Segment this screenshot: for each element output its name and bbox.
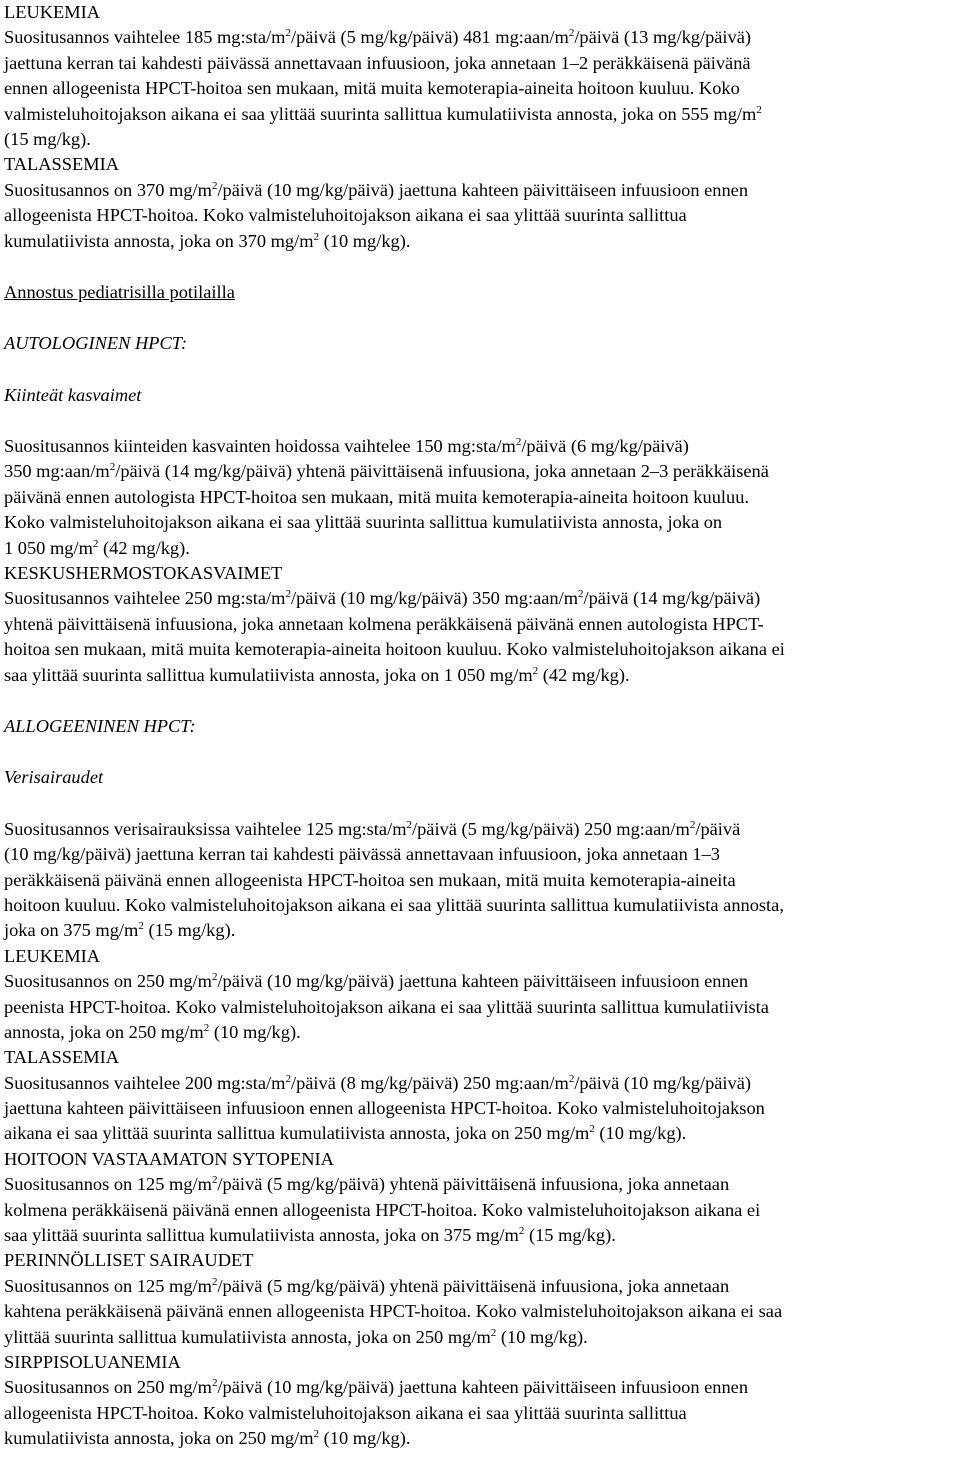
text-line: saa ylittää suurinta sallittua kumulatiivista annosta, joka on 375 $mg/m^2$ (15 mg/kg). (4, 1225, 616, 1246)
text-line: valmisteluhoitojakson aikana ei saa ylittää suurinta sallittua kumulatiivista annosta, joka on 555 $mg/m^2$ (4, 103, 762, 124)
text-line: PERINNÖLLISET SAIRAUDET (4, 1250, 254, 1271)
text-line: SIRPPISOLUANEMIA (4, 1351, 181, 1372)
text-line: (15 mg/kg). (4, 128, 91, 149)
text-line: jaettuna kerran tai kahdesti päivässä annettavaan infuusioon, joka annetaan 1–2 peräkkäisenä päivänä (4, 52, 751, 73)
text-line: peenista HPCT-hoitoa. Koko valmisteluhoitojakson aikana ei saa ylittää suurinta sallittua kumulatiivista (4, 996, 769, 1017)
text-line: KESKUSHERMOSTOKASVAIMET (4, 563, 283, 584)
text-line: Suositusannos on 125 $mg/m^2$/päivä (5 mg/kg/päivä) yhtenä päivittäisenä infuusiona, joka annetaan (4, 1275, 730, 1296)
text-line: ylittää suurinta sallittua kumulatiivista annosta, joka on 250 $mg/m^2$ (10 mg/kg). (4, 1326, 588, 1347)
text-line: TALASSEMIA (4, 154, 120, 175)
text-line: ALLOGEENINEN HPCT: (4, 715, 196, 736)
text-line: 350 $mg:aan/m^2$/päivä (14 mg/kg/päivä) yhtenä päivittäisenä infuusiona, joka annetaan 2–3 peräkkäisenä (4, 461, 769, 482)
text-line: LEUKEMIA (4, 2, 101, 22)
text-line: hoitoon kuuluu. Koko valmisteluhoitojakson aikana ei saa ylittää suurinta sallittua kumulatiivista annosta, (4, 894, 784, 915)
text-line: HOITOON VASTAAMATON SYTOPENIA (4, 1148, 334, 1169)
text-line: Suositusannos vaihtelee 185 $mg:sta/m^2$/päivä (5 mg/kg/päivä) 481 $mg:aan/m^2$/päivä (13 mg/kg/päivä) (4, 27, 752, 48)
text-line: Koko valmisteluhoitojakson aikana ei saa ylittää suurinta sallittua kumulatiivista annosta, joka on (4, 512, 723, 533)
text-line: Suositusannos vaihtelee 200 $mg:sta/m^2$/päivä (8 mg/kg/päivä) 250 $mg:aan/m^2$/päivä (10 mg/kg/päivä) (4, 1072, 752, 1093)
text-line: LEUKEMIA (4, 945, 101, 966)
text-line: kolmena peräkkäisenä päivänä ennen allogeenista HPCT-hoitoa. Koko valmisteluhoitojakson aikana ei (4, 1199, 761, 1220)
text-line: jaettuna kahteen päivittäiseen infuusioon ennen allogeenista HPCT-hoitoa. Koko valmisteluhoitojakson (4, 1098, 765, 1119)
text-line: kumulatiivista annosta, joka on 370 $mg/m^2$ (10 mg/kg). (4, 230, 411, 251)
paragraph-gap (4, 254, 960, 280)
text-line: kumulatiivista annosta, joka on 250 $mg/m^2$ (10 mg/kg). (4, 1428, 411, 1449)
paragraph-gap (4, 688, 960, 714)
paragraph-gap (4, 357, 960, 383)
text-line: Suositusannos on 250 $mg/m^2$/päivä (10 mg/kg/päivä) jaettuna kahteen päivittäiseen infuusioon ennen (4, 1377, 749, 1398)
text-line: allogeenista HPCT-hoitoa. Koko valmisteluhoitojakson aikana ei saa ylittää suurinta sallittua (4, 1402, 687, 1423)
paragraph-gap (4, 305, 960, 331)
text-line: Suositusannos on 370 $mg/m^2$/päivä (10 mg/kg/päivä) jaettuna kahteen päivittäiseen infuusioon ennen (4, 179, 749, 200)
text-line: yhtenä päivittäisenä infuusiona, joka annetaan kolmena peräkkäisenä päivänä ennen autologista HPCT- (4, 613, 764, 634)
text-line: joka on 375 $mg/m^2$ (15 mg/kg). (4, 920, 236, 941)
text-line: (10 mg/kg/päivä) jaettuna kerran tai kahdesti päivässä annettavaan infuusioon, joka annetaan 1–3 (4, 844, 720, 865)
text-line: ennen allogeenista HPCT-hoitoa sen mukaan, mitä muita kemoterapia-aineita hoitoon kuuluu. Koko (4, 78, 740, 99)
text-line: Suositusannos on 250 $mg/m^2$/päivä (10 mg/kg/päivä) jaettuna kahteen päivittäiseen infuusioon ennen (4, 971, 749, 992)
text-line: Suositusannos kiinteiden kasvainten hoidossa vaihtelee 150 $mg:sta/m^2$/päivä (6 mg/kg/päivä) (4, 436, 689, 457)
text-line: päivänä ennen autologista HPCT-hoitoa sen mukaan, mitä muita kemoterapia-aineita hoitoon kuuluu. (4, 486, 749, 507)
text-line: TALASSEMIA (4, 1047, 120, 1068)
text-line: hoitoa sen mukaan, mitä muita kemoterapia-aineita hoitoon kuuluu. Koko valmisteluhoitojakson aikana ei (4, 639, 785, 660)
text-line: AUTOLOGINEN HPCT: (4, 333, 188, 354)
text-line: Suositusannos vaihtelee 250 $mg:sta/m^2$/päivä (10 mg/kg/päivä) 350 $mg:aan/m^2$/päivä (14 mg/kg/päivä) (4, 588, 761, 609)
paragraph-gap (4, 791, 960, 817)
text-line: annosta, joka on 250 $mg/m^2$ (10 mg/kg). (4, 1021, 301, 1042)
text-line: saa ylittää suurinta sallittua kumulatiivista annosta, joka on 1 050 $mg/m^2$ (42 mg/kg). (4, 664, 630, 685)
text-line: kahtena peräkkäisenä päivänä ennen allogeenista HPCT-hoitoa. Koko valmisteluhoitojakson aikana ei saa (4, 1301, 783, 1322)
paragraph-gap (4, 408, 960, 434)
text-line: 1 050 $mg/m^2$ (42 mg/kg). (4, 537, 190, 558)
text-line: Verisairaudet (4, 767, 104, 788)
text-line: Suositusannos on 125 $mg/m^2$/päivä (5 mg/kg/päivä) yhtenä päivittäisenä infuusiona, joka annetaan (4, 1174, 730, 1195)
paragraph-gap (4, 739, 960, 765)
text-line: Annostus pediatrisilla potilailla (4, 281, 235, 302)
text-line: Kiinteät kasvaimet (4, 384, 142, 405)
text-line: aikana ei saa ylittää suurinta sallittua kumulatiivista annosta, joka on 250 $mg/m^2$ (10 mg/kg). (4, 1123, 687, 1144)
text-line: allogeenista HPCT-hoitoa. Koko valmisteluhoitojakson aikana ei saa ylittää suurinta sallittua (4, 205, 687, 226)
text-line: peräkkäisenä päivänä ennen allogeenista HPCT-hoitoa sen mukaan, mitä muita kemoterapia-aineita (4, 869, 736, 890)
text-line: Suositusannos verisairauksissa vaihtelee 125 $mg:sta/m^2$/päivä (5 mg/kg/päivä) 250 $mg:aan/m^2$/päivä (4, 818, 741, 839)
